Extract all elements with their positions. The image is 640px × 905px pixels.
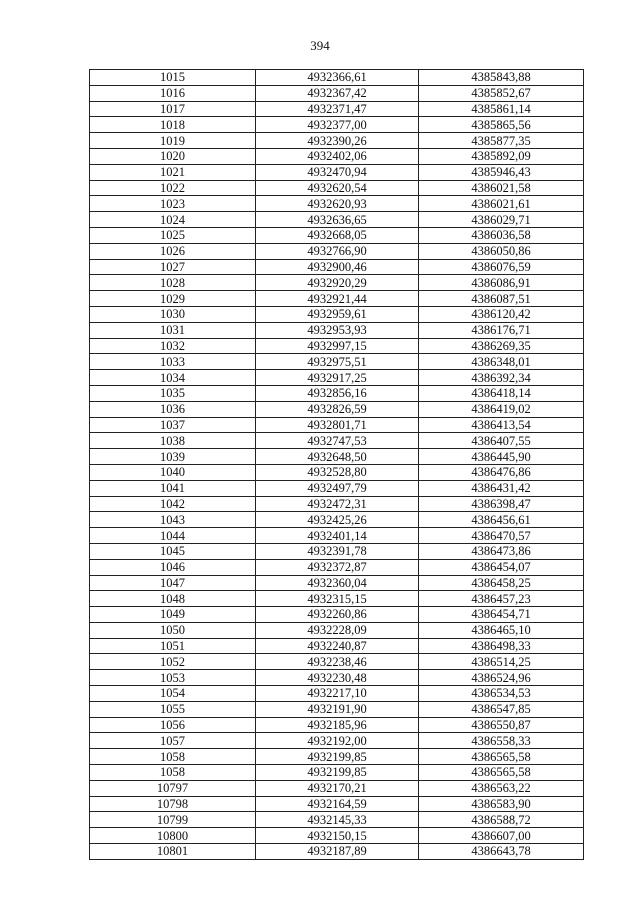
x-coordinate-cell: 4932217,10 (256, 686, 419, 702)
y-coordinate-cell: 4386407,55 (419, 433, 584, 449)
y-coordinate-cell: 4386473,86 (419, 543, 584, 559)
y-coordinate-cell: 4386476,86 (419, 464, 584, 480)
point-number-cell: 1053 (90, 670, 256, 686)
point-number-cell: 1032 (90, 338, 256, 354)
y-coordinate-cell: 4386454,07 (419, 559, 584, 575)
x-coordinate-cell: 4932315,15 (256, 591, 419, 607)
point-number-cell: 1019 (90, 133, 256, 149)
table-row (90, 654, 584, 670)
x-coordinate-cell: 4932636,65 (256, 212, 419, 228)
table-row (90, 180, 584, 196)
x-coordinate-cell: 4932145,33 (256, 812, 419, 828)
table-row (90, 70, 584, 86)
y-coordinate-cell: 4386514,25 (419, 654, 584, 670)
point-number-cell: 1017 (90, 101, 256, 117)
point-number-cell: 1021 (90, 164, 256, 180)
x-coordinate-cell: 4932648,50 (256, 449, 419, 465)
table-row (90, 480, 584, 496)
x-coordinate-cell: 4932367,42 (256, 85, 419, 101)
x-coordinate-cell: 4932390,26 (256, 133, 419, 149)
x-coordinate-cell: 4932953,93 (256, 322, 419, 338)
point-number-cell: 1031 (90, 322, 256, 338)
point-number-cell: 1033 (90, 354, 256, 370)
y-coordinate-cell: 4386565,58 (419, 765, 584, 781)
y-coordinate-cell: 4386176,71 (419, 322, 584, 338)
y-coordinate-cell: 4386558,33 (419, 733, 584, 749)
x-coordinate-cell: 4932766,90 (256, 243, 419, 259)
y-coordinate-cell: 4386550,87 (419, 717, 584, 733)
table-row (90, 322, 584, 338)
point-number-cell: 1030 (90, 306, 256, 322)
table-row (90, 133, 584, 149)
x-coordinate-cell: 4932366,61 (256, 70, 419, 86)
y-coordinate-cell: 4386565,58 (419, 749, 584, 765)
point-number-cell: 1034 (90, 370, 256, 386)
table-row (90, 85, 584, 101)
x-coordinate-cell: 4932620,54 (256, 180, 419, 196)
x-coordinate-cell: 4932402,06 (256, 148, 419, 164)
y-coordinate-cell: 4386445,90 (419, 449, 584, 465)
point-number-cell: 10800 (90, 828, 256, 844)
y-coordinate-cell: 4385892,09 (419, 148, 584, 164)
point-number-cell: 1044 (90, 528, 256, 544)
point-number-cell: 1054 (90, 686, 256, 702)
table-row (90, 259, 584, 275)
y-coordinate-cell: 4386392,34 (419, 370, 584, 386)
x-coordinate-cell: 4932975,51 (256, 354, 419, 370)
x-coordinate-cell: 4932185,96 (256, 717, 419, 733)
table-row (90, 780, 584, 796)
x-coordinate-cell: 4932360,04 (256, 575, 419, 591)
point-number-cell: 1056 (90, 717, 256, 733)
point-number-cell: 1047 (90, 575, 256, 591)
point-number-cell: 1043 (90, 512, 256, 528)
point-number-cell: 1016 (90, 85, 256, 101)
point-number-cell: 1051 (90, 638, 256, 654)
point-number-cell: 1052 (90, 654, 256, 670)
x-coordinate-cell: 4932192,00 (256, 733, 419, 749)
table-row (90, 844, 584, 860)
table-row (90, 243, 584, 259)
table-row (90, 528, 584, 544)
table-row (90, 733, 584, 749)
point-number-cell: 1029 (90, 291, 256, 307)
point-number-cell: 1048 (90, 591, 256, 607)
x-coordinate-cell: 4932371,47 (256, 101, 419, 117)
table-row (90, 370, 584, 386)
y-coordinate-cell: 4386419,02 (419, 401, 584, 417)
page-number: 394 (310, 38, 330, 53)
y-coordinate-cell: 4386547,85 (419, 701, 584, 717)
table-row (90, 543, 584, 559)
coordinates-table-container (89, 69, 584, 860)
x-coordinate-cell: 4932377,00 (256, 117, 419, 133)
x-coordinate-cell: 4932391,78 (256, 543, 419, 559)
y-coordinate-cell: 4386021,58 (419, 180, 584, 196)
y-coordinate-cell: 4386465,10 (419, 622, 584, 638)
table-row (90, 591, 584, 607)
point-number-cell: 1015 (90, 70, 256, 86)
point-number-cell: 1045 (90, 543, 256, 559)
y-coordinate-cell: 4386086,91 (419, 275, 584, 291)
table-row (90, 812, 584, 828)
point-number-cell: 1028 (90, 275, 256, 291)
point-number-cell: 1025 (90, 227, 256, 243)
y-coordinate-cell: 4386456,61 (419, 512, 584, 528)
y-coordinate-cell: 4385946,43 (419, 164, 584, 180)
x-coordinate-cell: 4932668,05 (256, 227, 419, 243)
table-row (90, 275, 584, 291)
table-row (90, 464, 584, 480)
x-coordinate-cell: 4932150,15 (256, 828, 419, 844)
y-coordinate-cell: 4386498,33 (419, 638, 584, 654)
y-coordinate-cell: 4386021,61 (419, 196, 584, 212)
y-coordinate-cell: 4386398,47 (419, 496, 584, 512)
x-coordinate-cell: 4932900,46 (256, 259, 419, 275)
point-number-cell: 1022 (90, 180, 256, 196)
x-coordinate-cell: 4932187,89 (256, 844, 419, 860)
point-number-cell: 1046 (90, 559, 256, 575)
table-row (90, 701, 584, 717)
y-coordinate-cell: 4386534,53 (419, 686, 584, 702)
x-coordinate-cell: 4932372,87 (256, 559, 419, 575)
x-coordinate-cell: 4932191,90 (256, 701, 419, 717)
y-coordinate-cell: 4386457,23 (419, 591, 584, 607)
table-row (90, 291, 584, 307)
point-number-cell: 1058 (90, 749, 256, 765)
x-coordinate-cell: 4932997,15 (256, 338, 419, 354)
table-row (90, 417, 584, 433)
x-coordinate-cell: 4932620,93 (256, 196, 419, 212)
x-coordinate-cell: 4932199,85 (256, 765, 419, 781)
table-row (90, 385, 584, 401)
table-row (90, 433, 584, 449)
table-row (90, 512, 584, 528)
table-row (90, 686, 584, 702)
table-row (90, 559, 584, 575)
y-coordinate-cell: 4386563,22 (419, 780, 584, 796)
table-row (90, 354, 584, 370)
x-coordinate-cell: 4932528,80 (256, 464, 419, 480)
table-row (90, 212, 584, 228)
table-row (90, 749, 584, 765)
point-number-cell: 1057 (90, 733, 256, 749)
x-coordinate-cell: 4932401,14 (256, 528, 419, 544)
point-number-cell: 1050 (90, 622, 256, 638)
point-number-cell: 1036 (90, 401, 256, 417)
table-row (90, 196, 584, 212)
y-coordinate-cell: 4386588,72 (419, 812, 584, 828)
table-row (90, 101, 584, 117)
point-number-cell: 10798 (90, 796, 256, 812)
y-coordinate-cell: 4385843,88 (419, 70, 584, 86)
table-row (90, 227, 584, 243)
table-row (90, 607, 584, 623)
x-coordinate-cell: 4932425,26 (256, 512, 419, 528)
x-coordinate-cell: 4932230,48 (256, 670, 419, 686)
point-number-cell: 10797 (90, 780, 256, 796)
table-row (90, 828, 584, 844)
table-row (90, 496, 584, 512)
y-coordinate-cell: 4386269,35 (419, 338, 584, 354)
y-coordinate-cell: 4386120,42 (419, 306, 584, 322)
x-coordinate-cell: 4932801,71 (256, 417, 419, 433)
point-number-cell: 1039 (90, 449, 256, 465)
table-row (90, 622, 584, 638)
table-row (90, 117, 584, 133)
table-row (90, 575, 584, 591)
x-coordinate-cell: 4932238,46 (256, 654, 419, 670)
table-row (90, 717, 584, 733)
y-coordinate-cell: 4385877,35 (419, 133, 584, 149)
y-coordinate-cell: 4386524,96 (419, 670, 584, 686)
y-coordinate-cell: 4386036,58 (419, 227, 584, 243)
y-coordinate-cell: 4386607,00 (419, 828, 584, 844)
y-coordinate-cell: 4386076,59 (419, 259, 584, 275)
table-row (90, 306, 584, 322)
point-number-cell: 1055 (90, 701, 256, 717)
table-row (90, 765, 584, 781)
x-coordinate-cell: 4932920,29 (256, 275, 419, 291)
y-coordinate-cell: 4386050,86 (419, 243, 584, 259)
point-number-cell: 1042 (90, 496, 256, 512)
point-number-cell: 1023 (90, 196, 256, 212)
table-row (90, 401, 584, 417)
point-number-cell: 1026 (90, 243, 256, 259)
x-coordinate-cell: 4932497,79 (256, 480, 419, 496)
point-number-cell: 1049 (90, 607, 256, 623)
x-coordinate-cell: 4932747,53 (256, 433, 419, 449)
table-row (90, 338, 584, 354)
y-coordinate-cell: 4386087,51 (419, 291, 584, 307)
y-coordinate-cell: 4386418,14 (419, 385, 584, 401)
x-coordinate-cell: 4932470,94 (256, 164, 419, 180)
table-row (90, 796, 584, 812)
point-number-cell: 1020 (90, 148, 256, 164)
point-number-cell: 1041 (90, 480, 256, 496)
table-row (90, 638, 584, 654)
table-row (90, 449, 584, 465)
y-coordinate-cell: 4386643,78 (419, 844, 584, 860)
point-number-cell: 1037 (90, 417, 256, 433)
y-coordinate-cell: 4385861,14 (419, 101, 584, 117)
table-row (90, 148, 584, 164)
point-number-cell: 10801 (90, 844, 256, 860)
point-number-cell: 1058 (90, 765, 256, 781)
x-coordinate-cell: 4932921,44 (256, 291, 419, 307)
point-number-cell: 1027 (90, 259, 256, 275)
point-number-cell: 1038 (90, 433, 256, 449)
y-coordinate-cell: 4386454,71 (419, 607, 584, 623)
point-number-cell: 1018 (90, 117, 256, 133)
x-coordinate-cell: 4932260,86 (256, 607, 419, 623)
x-coordinate-cell: 4932240,87 (256, 638, 419, 654)
point-number-cell: 1035 (90, 385, 256, 401)
y-coordinate-cell: 4386458,25 (419, 575, 584, 591)
y-coordinate-cell: 4386348,01 (419, 354, 584, 370)
coordinates-table (89, 69, 584, 860)
table-row (90, 164, 584, 180)
x-coordinate-cell: 4932826,59 (256, 401, 419, 417)
y-coordinate-cell: 4386431,42 (419, 480, 584, 496)
x-coordinate-cell: 4932228,09 (256, 622, 419, 638)
y-coordinate-cell: 4386583,90 (419, 796, 584, 812)
y-coordinate-cell: 4386413,54 (419, 417, 584, 433)
x-coordinate-cell: 4932472,31 (256, 496, 419, 512)
table-row (90, 670, 584, 686)
x-coordinate-cell: 4932170,21 (256, 780, 419, 796)
y-coordinate-cell: 4386029,71 (419, 212, 584, 228)
point-number-cell: 1024 (90, 212, 256, 228)
x-coordinate-cell: 4932199,85 (256, 749, 419, 765)
point-number-cell: 10799 (90, 812, 256, 828)
y-coordinate-cell: 4385865,56 (419, 117, 584, 133)
x-coordinate-cell: 4932856,16 (256, 385, 419, 401)
x-coordinate-cell: 4932164,59 (256, 796, 419, 812)
y-coordinate-cell: 4386470,57 (419, 528, 584, 544)
coordinates-table-body (90, 70, 584, 860)
y-coordinate-cell: 4385852,67 (419, 85, 584, 101)
point-number-cell: 1040 (90, 464, 256, 480)
x-coordinate-cell: 4932959,61 (256, 306, 419, 322)
x-coordinate-cell: 4932917,25 (256, 370, 419, 386)
